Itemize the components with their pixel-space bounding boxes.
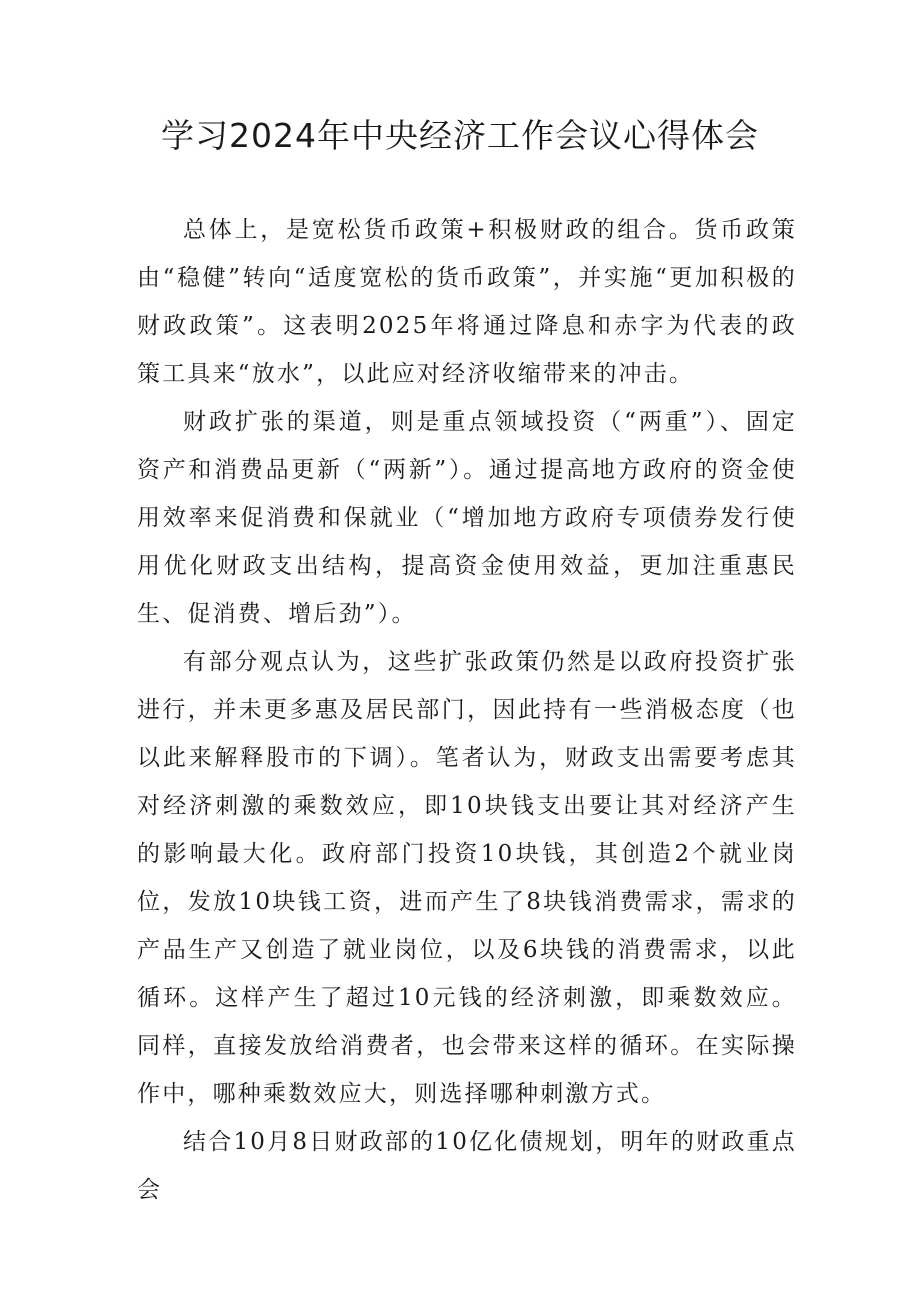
document-body	[137, 206, 797, 1214]
paragraph: 总体上，是宽松货币政策+积极财政的组合。货币政策由“稳健”转向“适度宽松的货币政策”，并实施“更加积极的财政政策”。这表明2025年将通过降息和赤字为代表的政策工具来“放水”，以此应对经济收缩带来的冲击。	[137, 217, 797, 387]
paragraph: 财政扩张的渠道，则是重点领域投资（“两重”）、固定资产和消费品更新（“两新”）。通过提高地方政府的资金使用效率来促消费和保就业（“增加地方政府专项债券发行使用优化财政支出结构，提高资金使用效益，更加注重惠民生、促消费、增后劲”）。	[137, 409, 797, 627]
paragraph: 有部分观点认为，这些扩张政策仍然是以政府投资扩张进行，并未更多惠及居民部门，因此持有一些消极态度（也以此来解释股市的下调）。笔者认为，财政支出需要考虑其对经济刺激的乘数效应，即10块钱支出要让其对经济产生的影响最大化。政府部门投资10块钱，其创造2个就业岗位，发放10块钱工资，进而产生了8块钱消费需求，需求的产品生产又创造了就业岗位，以及6块钱的消费需求，以此循环。这样产生了超过10元钱的经济刺激，即乘数效应。同样，直接发放给消费者，也会带来这样的循环。在实际操作中，哪种乘数效应大，则选择哪种刺激方式。	[137, 649, 797, 1107]
document-title: 学习2024年中央经济工作会议心得体会	[161, 116, 759, 155]
paragraph: 结合10月8日财政部的10亿化债规划，明年的财政重点会	[137, 1129, 797, 1203]
